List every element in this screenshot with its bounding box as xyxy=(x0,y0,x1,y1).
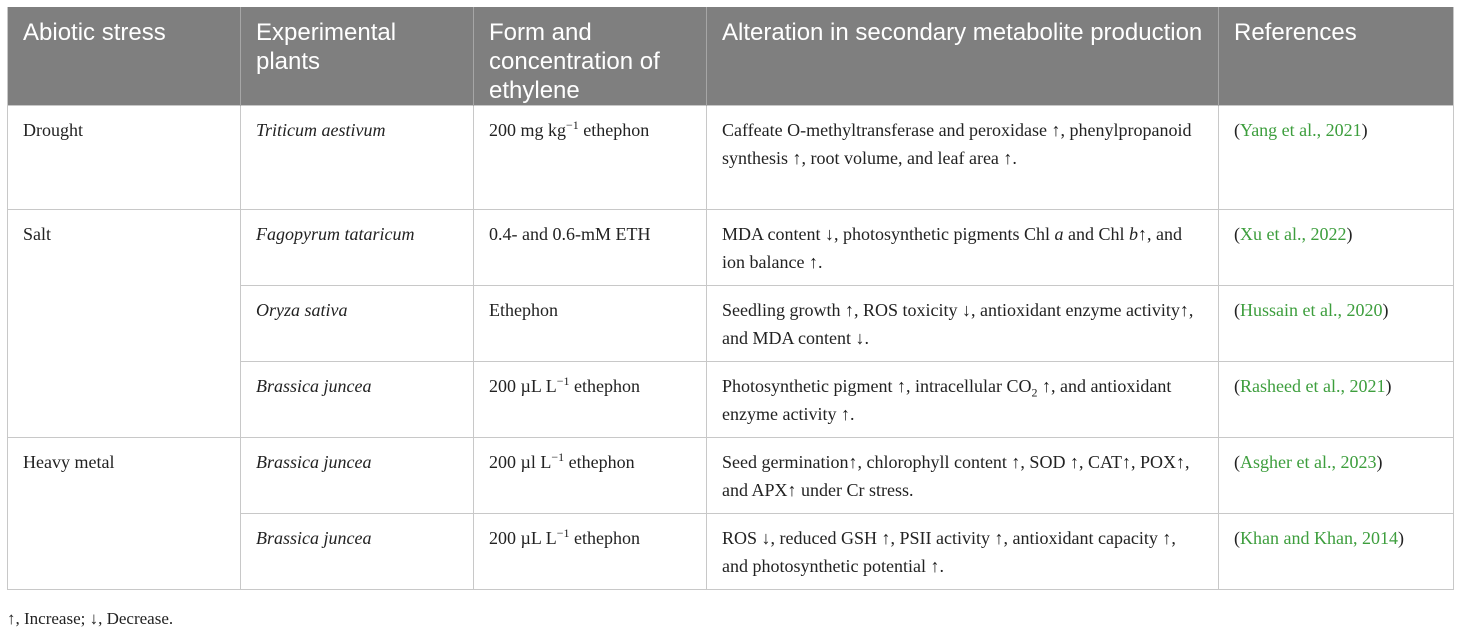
form-text: 0.4- and 0.6-mM ETH xyxy=(489,224,651,244)
table-row xyxy=(8,210,1454,286)
cell-ethylene-form xyxy=(474,210,707,286)
reference-close-paren: ) xyxy=(1346,224,1353,244)
table-footnote: ↑, Increase; ↓, Decrease. xyxy=(7,609,174,628)
header-form-concentration: Form and concentration of ethylene xyxy=(474,7,707,106)
reference-link[interactable]: Asgher et al., 2023 xyxy=(1240,452,1377,472)
form-text: 200 µL L xyxy=(489,528,557,548)
cell-experimental-plant: Fagopyrum tataricum xyxy=(241,210,474,286)
cell-reference xyxy=(1219,210,1454,286)
reference-open-paren: ( xyxy=(1234,120,1240,140)
form-text: 200 µL L xyxy=(489,376,557,396)
cell-experimental-plant: Triticum aestivum xyxy=(241,106,474,210)
cell-abiotic-stress: Salt xyxy=(8,210,241,286)
cell-experimental-plant: Oryza sativa xyxy=(241,286,474,362)
form-suffix: ethephon xyxy=(578,120,650,140)
form-exponent: −1 xyxy=(551,450,565,464)
reference-open-paren: ( xyxy=(1234,376,1240,396)
reference-link[interactable]: Yang et al., 2021 xyxy=(1240,120,1362,140)
cell-alteration: Caffeate O-methyltransferase and peroxidase ↑, phenylpropanoid synthesis ↑, root volume, and leaf area ↑. xyxy=(707,106,1219,210)
cell-ethylene-form xyxy=(474,362,707,438)
reference-link[interactable]: Xu et al., 2022 xyxy=(1240,224,1347,244)
cell-experimental-plant: Brassica juncea xyxy=(241,362,474,438)
reference-close-paren: ) xyxy=(1382,300,1389,320)
form-exponent: −1 xyxy=(556,526,570,540)
form-text: 200 mg kg xyxy=(489,120,567,140)
reference-close-paren: ) xyxy=(1385,376,1392,396)
cell-reference xyxy=(1219,106,1454,210)
cell-abiotic-stress xyxy=(8,514,241,590)
cell-abiotic-stress xyxy=(8,286,241,362)
cell-alteration: Seedling growth ↑, ROS toxicity ↓, antioxidant enzyme activity↑, and MDA content ↓. xyxy=(707,286,1219,362)
reference-open-paren: ( xyxy=(1234,300,1240,320)
cell-experimental-plant: Brassica juncea xyxy=(241,438,474,514)
reference-close-paren: ) xyxy=(1376,452,1383,472)
form-suffix: ethephon xyxy=(569,376,640,396)
data-table xyxy=(7,7,1454,590)
cell-ethylene-form xyxy=(474,514,707,590)
cell-alteration: Seed germination↑, chlorophyll content ↑, SOD ↑, CAT↑, POX↑, and APX↑ under Cr stress. xyxy=(707,438,1219,514)
form-suffix: ethephon xyxy=(564,452,635,472)
header-experimental-plants: Experimental plants xyxy=(241,7,474,106)
reference-close-paren: ) xyxy=(1397,528,1404,548)
table-body xyxy=(8,106,1454,590)
table-row xyxy=(8,438,1454,514)
cell-ethylene-form xyxy=(474,438,707,514)
table-container xyxy=(7,7,1453,590)
header-alteration: Alteration in secondary metabolite production xyxy=(707,7,1219,106)
reference-open-paren: ( xyxy=(1234,528,1240,548)
reference-open-paren: ( xyxy=(1234,452,1240,472)
cell-alteration: ROS ↓, reduced GSH ↑, PSII activity ↑, antioxidant capacity ↑, and photosynthetic potential ↑. xyxy=(707,514,1219,590)
cell-alteration: Photosynthetic pigment ↑, intracellular $CO_2$ ↑, and antioxidant enzyme activity ↑. xyxy=(707,362,1219,438)
table-row xyxy=(8,362,1454,438)
reference-link[interactable]: Rasheed et al., 2021 xyxy=(1240,376,1386,396)
reference-link[interactable]: Khan and Khan, 2014 xyxy=(1240,528,1398,548)
cell-ethylene-form xyxy=(474,286,707,362)
table-header xyxy=(8,7,1454,106)
cell-experimental-plant: Brassica juncea xyxy=(241,514,474,590)
header-abiotic-stress: Abiotic stress xyxy=(8,7,241,106)
cell-alteration: MDA content ↓, photosynthetic pigments Chl a and Chl b↑, and ion balance ↑. xyxy=(707,210,1219,286)
reference-link[interactable]: Hussain et al., 2020 xyxy=(1240,300,1383,320)
header-references: References xyxy=(1219,7,1454,106)
cell-reference xyxy=(1219,362,1454,438)
form-text: 200 µl L xyxy=(489,452,552,472)
reference-open-paren: ( xyxy=(1234,224,1240,244)
form-suffix: ethephon xyxy=(569,528,640,548)
form-text: Ethephon xyxy=(489,300,558,320)
cell-ethylene-form xyxy=(474,106,707,210)
cell-reference xyxy=(1219,438,1454,514)
table-row xyxy=(8,106,1454,210)
reference-close-paren: ) xyxy=(1361,120,1368,140)
form-exponent: −1 xyxy=(566,118,579,132)
cell-abiotic-stress xyxy=(8,362,241,438)
cell-reference xyxy=(1219,514,1454,590)
table-row xyxy=(8,286,1454,362)
cell-reference xyxy=(1219,286,1454,362)
form-exponent: −1 xyxy=(556,374,570,388)
table-row xyxy=(8,514,1454,590)
cell-abiotic-stress: Heavy metal xyxy=(8,438,241,514)
cell-abiotic-stress: Drought xyxy=(8,106,241,210)
